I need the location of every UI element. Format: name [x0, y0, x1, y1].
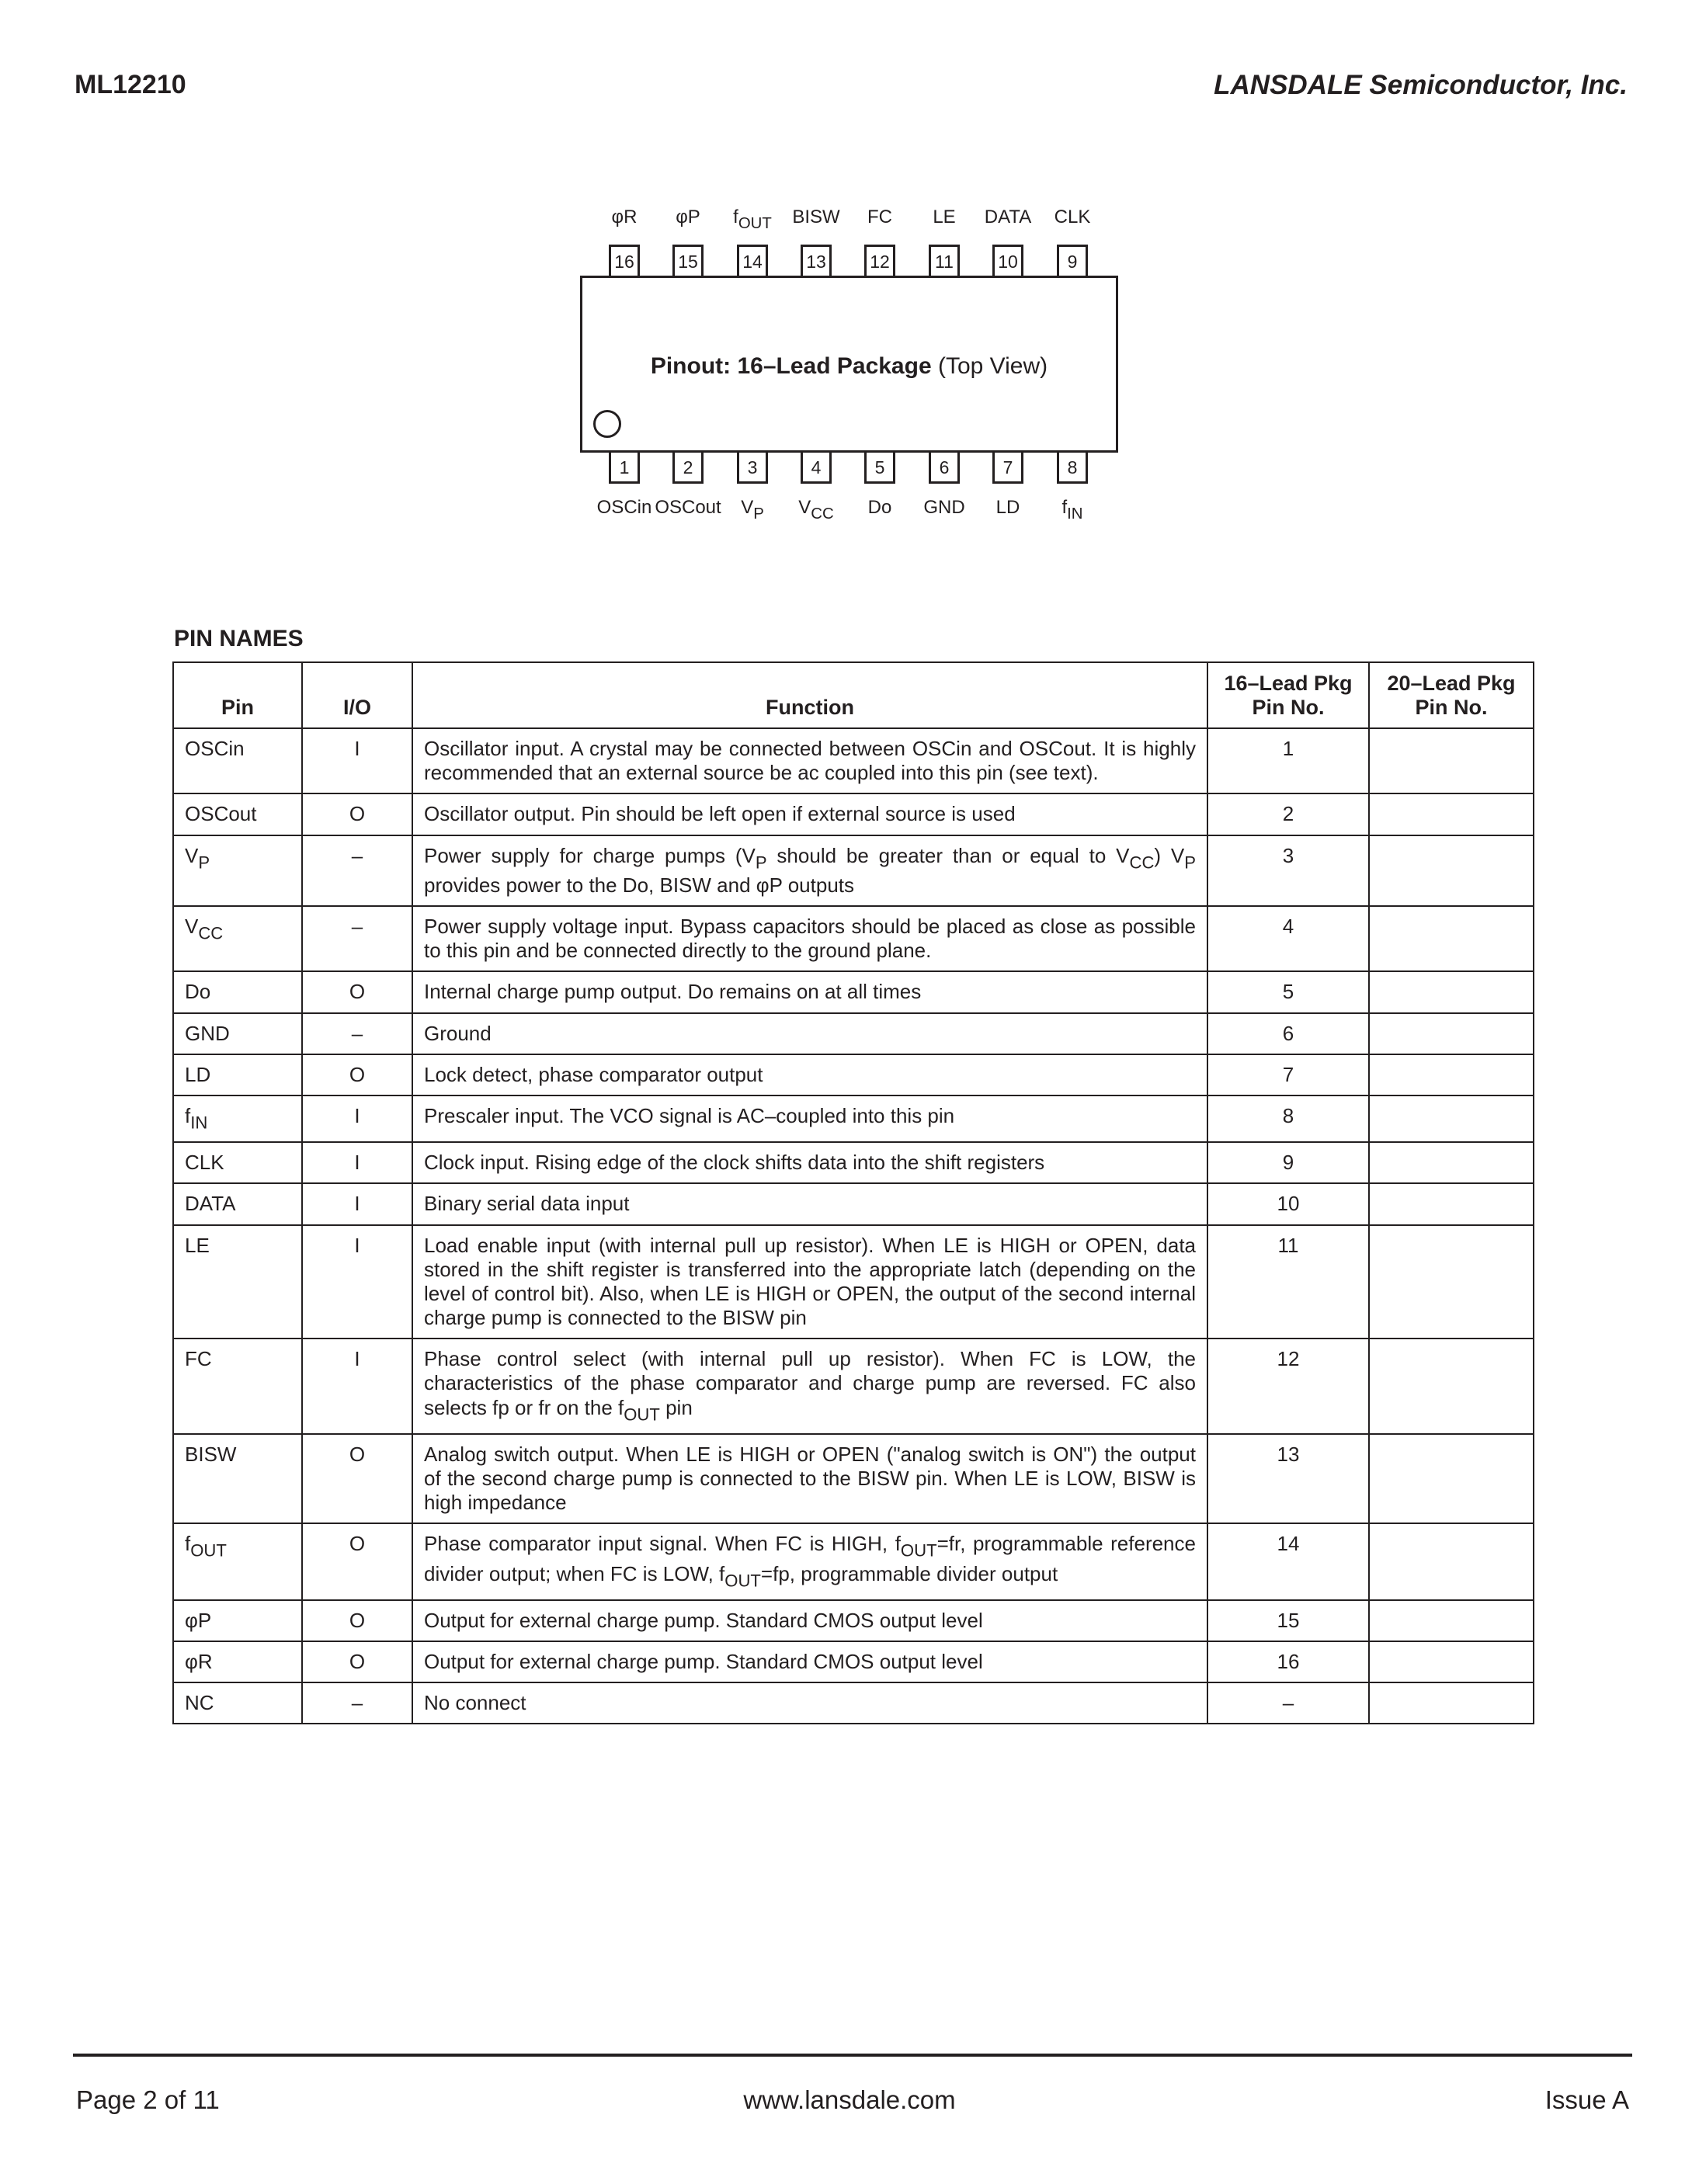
col-16-lead-line2: Pin No. — [1252, 695, 1325, 719]
pin-name-text: FC — [185, 1347, 212, 1371]
function-text: should be greater than or equal to V — [766, 843, 1130, 867]
io-cell: – — [302, 906, 412, 971]
pin-2-box: 2 — [672, 453, 704, 484]
pin-2-label-base: OSCout — [655, 497, 721, 518]
pin-name-text: DATA — [185, 1192, 236, 1216]
pin-cell — [173, 1225, 302, 1339]
function-text: =fp, programmable divider output — [760, 1561, 1058, 1585]
function-text: provides power to the Do, BISW and φP outputs — [424, 873, 855, 897]
pin16-number-cell: 11 — [1207, 1225, 1369, 1339]
package-title — [582, 353, 1116, 380]
col-20-lead-line1: 20–Lead Pkg — [1387, 671, 1516, 695]
io-cell: – — [302, 835, 412, 906]
part-number: ML12210 — [75, 70, 186, 99]
pin20-number-cell — [1369, 728, 1534, 793]
function-text: Power supply voltage input. Bypass capacitors should be placed as close as possible to this pin and be connected directly to the ground plane. — [424, 914, 1196, 963]
pin16-number-cell: 13 — [1207, 1434, 1369, 1524]
function-cell — [412, 1339, 1207, 1434]
table-row — [173, 1054, 1534, 1095]
col-pin: Pin — [173, 662, 302, 728]
function-text: P — [755, 852, 767, 873]
pin-8-label-base: f — [1061, 497, 1068, 518]
table-row — [173, 1434, 1534, 1524]
pin-6-box: 6 — [929, 453, 960, 484]
pin-cell — [173, 1523, 302, 1599]
function-text: Oscillator input. A crystal may be connected between OSCin and OSCout. It is highly recommended that an external source be ac coupled into this pin (see text). — [424, 737, 1196, 785]
pin-name-text: φR — [185, 1650, 213, 1674]
pin-name-text: V — [185, 843, 199, 867]
pin-8-label-sub: IN — [1067, 505, 1083, 523]
io-cell: I — [302, 728, 412, 793]
pin-15-box: 15 — [672, 245, 704, 276]
pin-5-box: 5 — [864, 453, 895, 484]
pin-cell — [173, 728, 302, 793]
pin-7-label-base: LD — [995, 497, 1020, 518]
function-text: =fr, programmable reference divider output; when FC is LOW, f — [424, 1532, 1196, 1585]
pin16-number-cell: 3 — [1207, 835, 1369, 906]
pin-cell — [173, 1641, 302, 1682]
website: www.lansdale.com — [743, 2085, 956, 2114]
function-text: Ground — [424, 1021, 492, 1045]
pin-cell — [173, 1434, 302, 1524]
pin-name-text: P — [198, 852, 210, 873]
function-text: Phase control select (with internal pull up resistor). When FC is LOW, the characteristics of the phase comparator and charge pump are reversed. FC also selects fp or fr on the f — [424, 1347, 1196, 1419]
table-row — [173, 793, 1534, 835]
table-row — [173, 1682, 1534, 1724]
pin16-number-cell: 4 — [1207, 906, 1369, 971]
function-cell — [412, 1641, 1207, 1682]
pin-3-box: 3 — [737, 453, 768, 484]
function-cell — [412, 1095, 1207, 1142]
pin-10-label-base: DATA — [984, 207, 1032, 227]
pin-5-label-base: Do — [867, 497, 892, 518]
function-text: Oscillator output. Pin should be left open if external source is used — [424, 802, 1016, 826]
pin-name-text: V — [185, 914, 199, 938]
col-16-lead-line1: 16–Lead Pkg — [1224, 671, 1353, 695]
pin-9-label — [1026, 207, 1119, 228]
table-row — [173, 1095, 1534, 1142]
pin-name-text: φP — [185, 1608, 212, 1632]
function-cell — [412, 1013, 1207, 1054]
pin-8-label — [1026, 497, 1119, 523]
pin-12-label-base: FC — [867, 207, 892, 227]
pin-16-label-base: φR — [611, 207, 638, 227]
io-cell: O — [302, 1054, 412, 1095]
function-text: OUT — [900, 1541, 937, 1561]
pin-cell — [173, 1013, 302, 1054]
pin-name-text: OSCin — [185, 737, 245, 760]
pin-name-text: Do — [185, 980, 211, 1004]
pin-11-box: 11 — [929, 245, 960, 276]
pin-3-label-sub: P — [753, 505, 764, 523]
function-text: OUT — [624, 1404, 660, 1425]
function-cell — [412, 1523, 1207, 1599]
table-row — [173, 1013, 1534, 1054]
col-function: Function — [412, 662, 1207, 728]
table-row — [173, 1183, 1534, 1224]
io-cell: – — [302, 1013, 412, 1054]
pin-cell — [173, 1600, 302, 1641]
pin20-number-cell — [1369, 1339, 1534, 1434]
table-row — [173, 1339, 1534, 1434]
function-cell — [412, 1054, 1207, 1095]
pin-1-box: 1 — [609, 453, 640, 484]
pin16-number-cell: 15 — [1207, 1600, 1369, 1641]
pin-name-text: NC — [185, 1691, 214, 1715]
pin-names-table — [172, 661, 1534, 1724]
pin-11-label-base: LE — [933, 207, 956, 227]
pin-name-text: BISW — [185, 1442, 237, 1466]
io-cell: I — [302, 1142, 412, 1183]
function-text: Internal charge pump output. Do remains on at all times — [424, 980, 922, 1004]
company-name: LANSDALE Semiconductor, Inc. — [1214, 70, 1628, 100]
col-16-lead — [1207, 662, 1369, 728]
pin20-number-cell — [1369, 1013, 1534, 1054]
pin16-number-cell: 16 — [1207, 1641, 1369, 1682]
function-cell — [412, 835, 1207, 906]
pin-cell — [173, 906, 302, 971]
io-cell: I — [302, 1339, 412, 1434]
pin20-number-cell — [1369, 1434, 1534, 1524]
io-cell: O — [302, 1523, 412, 1599]
pin-14-label-sub: OUT — [738, 215, 772, 233]
function-text: Clock input. Rising edge of the clock shifts data into the shift registers — [424, 1151, 1045, 1175]
pin-name-text: CC — [198, 923, 224, 943]
pin-4-label-base: V — [798, 497, 811, 518]
pin-name-text: OUT — [190, 1541, 227, 1561]
pin20-number-cell — [1369, 1600, 1534, 1641]
pin-name-text: OSCout — [185, 802, 257, 826]
table-row — [173, 971, 1534, 1012]
pin16-number-cell: 10 — [1207, 1183, 1369, 1224]
pin-8-box: 8 — [1057, 453, 1088, 484]
pin-9-box: 9 — [1057, 245, 1088, 276]
pin20-number-cell — [1369, 1054, 1534, 1095]
function-text: Analog switch output. When LE is HIGH or OPEN ("analog switch is ON") the output of the second charge pump is connected to the BISW pin. When LE is LOW, BISW is high impedance — [424, 1442, 1196, 1515]
page-number: Page 2 of 11 — [76, 2085, 220, 2114]
package-title-view: (Top View) — [937, 353, 1048, 379]
function-text: OUT — [724, 1571, 761, 1591]
function-cell — [412, 1183, 1207, 1224]
pin-cell — [173, 1095, 302, 1142]
pin-10-box: 10 — [992, 245, 1023, 276]
pin-6-label-base: GND — [923, 497, 965, 518]
pin-cell — [173, 1142, 302, 1183]
pin16-number-cell: 7 — [1207, 1054, 1369, 1095]
pin-12-box: 12 — [864, 245, 895, 276]
table-row — [173, 1225, 1534, 1339]
function-cell — [412, 1600, 1207, 1641]
pin-cell — [173, 1183, 302, 1224]
pin-cell — [173, 1339, 302, 1434]
package-body — [580, 276, 1118, 453]
pin-7-box: 7 — [992, 453, 1023, 484]
pin-1-label-base: OSCin — [596, 497, 652, 518]
function-cell — [412, 906, 1207, 971]
io-cell: I — [302, 1183, 412, 1224]
pin20-number-cell — [1369, 835, 1534, 906]
pin1-notch-icon — [593, 410, 621, 438]
pin16-number-cell: 5 — [1207, 971, 1369, 1012]
pin20-number-cell — [1369, 1641, 1534, 1682]
pin16-number-cell: 8 — [1207, 1095, 1369, 1142]
pin20-number-cell — [1369, 971, 1534, 1012]
pin-13-box: 13 — [801, 245, 832, 276]
table-row — [173, 728, 1534, 793]
pin-4-label-sub: CC — [811, 505, 834, 523]
pin20-number-cell — [1369, 1095, 1534, 1142]
function-text: Power supply for charge pumps (V — [424, 843, 756, 867]
pin-name-text: f — [185, 1532, 191, 1556]
function-text: ) V — [1154, 843, 1185, 867]
function-cell — [412, 728, 1207, 793]
io-cell: O — [302, 1434, 412, 1524]
function-cell — [412, 1434, 1207, 1524]
pin20-number-cell — [1369, 793, 1534, 835]
function-cell — [412, 1225, 1207, 1339]
pin16-number-cell: 6 — [1207, 1013, 1369, 1054]
pin16-number-cell: – — [1207, 1682, 1369, 1724]
function-cell — [412, 1142, 1207, 1183]
footer-rule — [73, 2054, 1632, 2057]
table-header-row — [173, 662, 1534, 728]
function-text: pin — [659, 1395, 693, 1419]
pin-4-box: 4 — [801, 453, 832, 484]
function-cell — [412, 971, 1207, 1012]
io-cell: I — [302, 1095, 412, 1142]
function-cell — [412, 1682, 1207, 1724]
pin-14-label-base: f — [733, 207, 738, 227]
function-text: Phase comparator input signal. When FC is HIGH, f — [424, 1532, 901, 1556]
pin-14-box: 14 — [737, 245, 768, 276]
io-cell: O — [302, 793, 412, 835]
io-cell: O — [302, 1600, 412, 1641]
issue-label: Issue A — [1544, 2085, 1629, 2114]
pin-cell — [173, 1054, 302, 1095]
function-text: P — [1184, 852, 1196, 873]
pin-cell — [173, 1682, 302, 1724]
function-text: Prescaler input. The VCO signal is AC–coupled into this pin — [424, 1103, 955, 1127]
pin16-number-cell: 2 — [1207, 793, 1369, 835]
pin20-number-cell — [1369, 906, 1534, 971]
pin16-number-cell: 1 — [1207, 728, 1369, 793]
col-20-lead-line2: Pin No. — [1415, 695, 1488, 719]
pin-cell — [173, 971, 302, 1012]
pin20-number-cell — [1369, 1142, 1534, 1183]
col-20-lead — [1369, 662, 1534, 728]
table-row — [173, 835, 1534, 906]
io-cell: – — [302, 1682, 412, 1724]
pin-name-text: LE — [185, 1233, 210, 1257]
table-row — [173, 1600, 1534, 1641]
function-cell — [412, 793, 1207, 835]
pin-name-text: GND — [185, 1021, 230, 1045]
pin16-number-cell: 12 — [1207, 1339, 1369, 1434]
pin20-number-cell — [1369, 1225, 1534, 1339]
pin-9-label-base: CLK — [1054, 207, 1091, 227]
pin-names-heading: PIN NAMES — [174, 626, 304, 651]
function-text: Binary serial data input — [424, 1192, 630, 1216]
col-io: I/O — [302, 662, 412, 728]
pin-cell — [173, 793, 302, 835]
function-text: No connect — [424, 1691, 526, 1715]
pin20-number-cell — [1369, 1523, 1534, 1599]
pin16-number-cell: 14 — [1207, 1523, 1369, 1599]
pin-3-label-base: V — [741, 497, 754, 518]
function-text: Output for external charge pump. Standard CMOS output level — [424, 1608, 983, 1632]
function-text: Load enable input (with internal pull up resistor). When LE is HIGH or OPEN, data stored in the shift register is transferred into the appropriate latch (depending on the level of control bit). Also, when LE is HIGH or OPEN, the output of the second internal charge pump is connected to the BISW pin — [424, 1233, 1196, 1330]
io-cell: O — [302, 971, 412, 1012]
function-text: CC — [1129, 852, 1155, 873]
table-row — [173, 1523, 1534, 1599]
pin-name-text: IN — [190, 1113, 208, 1133]
pin-15-label-base: φP — [676, 207, 700, 227]
io-cell: I — [302, 1225, 412, 1339]
pin-name-text: CLK — [185, 1151, 224, 1175]
function-text: Output for external charge pump. Standard CMOS output level — [424, 1650, 983, 1674]
pin20-number-cell — [1369, 1682, 1534, 1724]
function-text: Lock detect, phase comparator output — [424, 1062, 763, 1086]
table-row — [173, 906, 1534, 971]
pin20-number-cell — [1369, 1183, 1534, 1224]
pin16-number-cell: 9 — [1207, 1142, 1369, 1183]
pin-name-text: f — [185, 1103, 191, 1127]
package-title-bold: Pinout: 16–Lead Package — [650, 353, 932, 379]
io-cell: O — [302, 1641, 412, 1682]
pin-16-box: 16 — [609, 245, 640, 276]
pin-name-text: LD — [185, 1062, 211, 1086]
table-row — [173, 1142, 1534, 1183]
pin-13-label-base: BISW — [792, 207, 840, 227]
pin-cell — [173, 835, 302, 906]
table-row — [173, 1641, 1534, 1682]
